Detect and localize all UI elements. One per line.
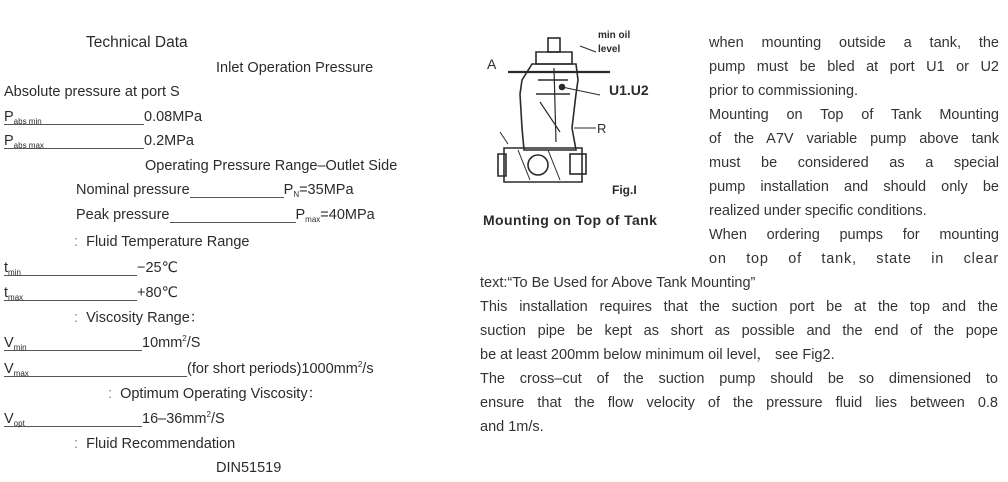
wide-line: This installation requires that the suction port be at the top and the bbox=[480, 299, 998, 315]
nominal-row: Nominal pressure $P_N=35MPa$ bbox=[76, 182, 354, 199]
label-r: R bbox=[597, 121, 607, 136]
inlet-heading: Inlet Operation Pressure bbox=[216, 60, 374, 76]
right-line: on top of tank, state in clear bbox=[709, 251, 999, 267]
tmin-row: $t_{min}$ −25℃ bbox=[4, 260, 178, 277]
label-a: A bbox=[487, 56, 497, 72]
pabs-max-row: $P_{abs max}$ 0.2MPa bbox=[4, 133, 194, 150]
outlet-heading: Operating Pressure Range–Outlet Side bbox=[145, 158, 398, 174]
right-line: prior to commissioning. bbox=[709, 83, 859, 99]
right-line: pump installation and should only be bbox=[709, 179, 999, 195]
fig-label: Fig.I bbox=[612, 183, 637, 197]
pabs-min-value: 0.08MPa bbox=[144, 109, 203, 125]
label-min-oil: min oil bbox=[598, 30, 631, 41]
fluid-rec-heading: : Fluid Recommendation bbox=[74, 436, 236, 452]
din-standard: DIN51519 bbox=[216, 460, 282, 476]
pump-port-circle bbox=[528, 155, 548, 175]
wide-line: and 1m/s. bbox=[480, 419, 544, 435]
right-line: Mounting on Top of Tank Mounting bbox=[709, 107, 999, 123]
wide-line: ensure that the flow velocity of the pressure fluid lies between 0.8 bbox=[480, 395, 998, 411]
figure-caption: Mounting on Top of Tank bbox=[483, 212, 658, 228]
pump-mounting-figure bbox=[478, 32, 690, 202]
right-line: must be considered as a special bbox=[709, 155, 999, 171]
vmin-row: $V_{min}$ $10mm^2/S$ bbox=[4, 334, 201, 352]
abs-pressure-label: Absolute pressure at port S bbox=[4, 84, 180, 100]
right-line: pump must be bled at port U1 or U2 bbox=[709, 59, 999, 75]
wide-line: be at least 200mm below minimum oil level， see Fig2. bbox=[480, 347, 835, 363]
right-line: realized under specific conditions. bbox=[709, 203, 927, 219]
vmax-row: $V_{max}$ (for short $periods)1000mm^2/s$ bbox=[4, 360, 374, 378]
wide-line: suction pipe be kept as short as possible and the end of the pope bbox=[480, 323, 998, 339]
vopt-row: $V_{opt}$ $16-36mm^2/S$ bbox=[4, 410, 225, 428]
fluid-temp-heading: : Fluid Temperature Range bbox=[74, 234, 250, 250]
tmax-row: $t_{max}$ +80℃ bbox=[4, 285, 178, 302]
pabs-min-row: $P_{abs min}$ 0.08MPa bbox=[4, 109, 203, 126]
peak-row: Peak pressure $P_{max}=40MPa$ bbox=[76, 207, 375, 224]
label-u1u2: U1.U2 bbox=[609, 82, 649, 98]
label-level: level bbox=[598, 44, 621, 55]
pabs-max-value: 0.2MPa bbox=[144, 133, 194, 149]
right-line: of the A7V variable pump above tank bbox=[709, 131, 999, 147]
pump-top-shape bbox=[536, 52, 572, 64]
optimum-heading: : Optimum Operating Viscosity： bbox=[108, 386, 323, 402]
right-line: when mounting outside a tank, the bbox=[709, 35, 999, 51]
wide-line: text:“To Be Used for Above Tank Mounting” bbox=[480, 275, 756, 291]
viscosity-heading: : Viscosity Range： bbox=[74, 310, 205, 326]
page-title: Technical Data bbox=[86, 34, 188, 51]
pump-body-shape bbox=[520, 64, 578, 150]
right-line: When ordering pumps for mounting bbox=[709, 227, 999, 243]
pump-cap-shape bbox=[548, 38, 560, 52]
wide-line: The cross–cut of the suction pump should be so dimensioned to bbox=[480, 371, 998, 387]
